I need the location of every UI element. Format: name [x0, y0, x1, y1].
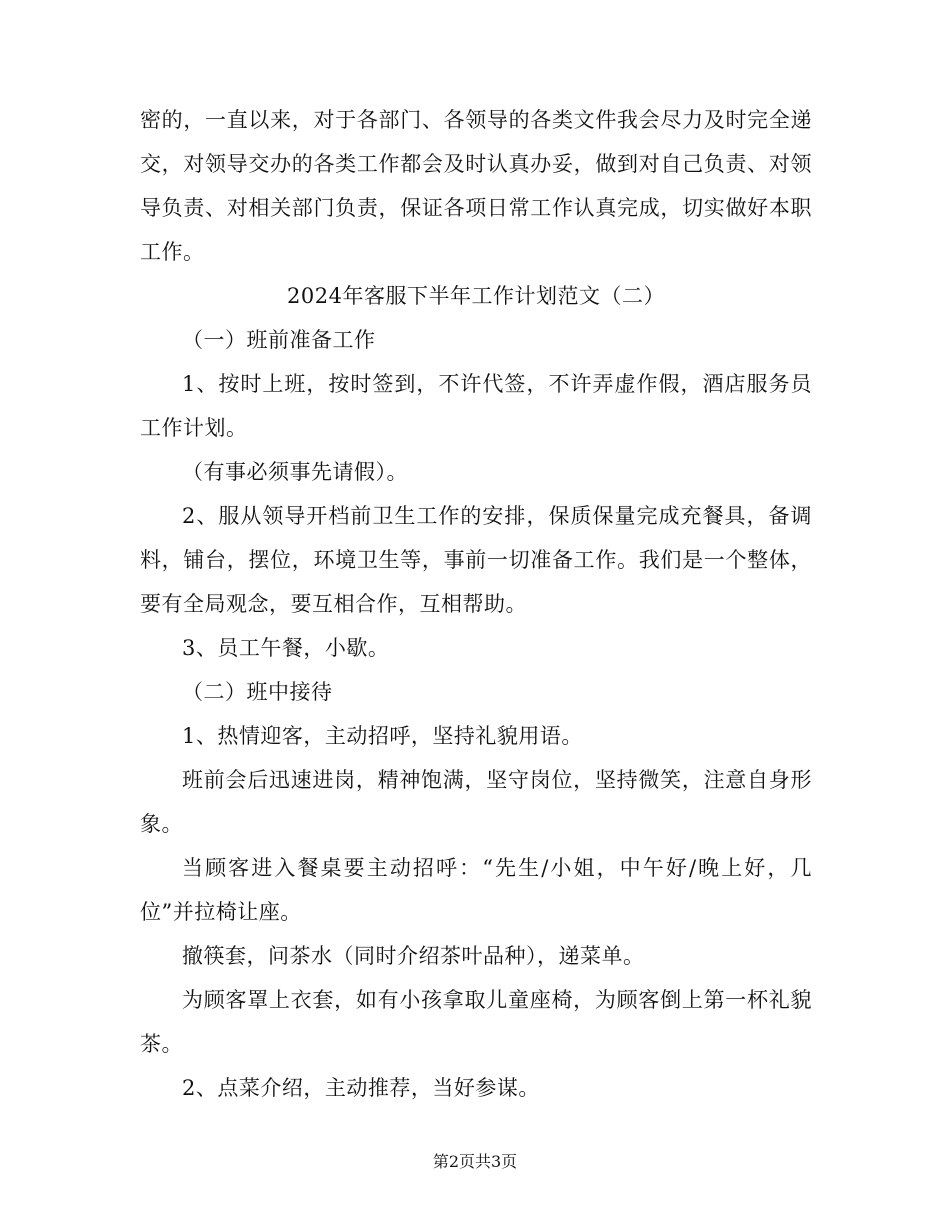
paragraph-ordering: 2、点菜介绍，主动推荐，当好参谋。	[182, 1076, 540, 1100]
paragraph-tea-menu: 撤筷套，问茶水（同时介绍茶叶品种），递菜单。	[182, 944, 645, 968]
section-heading-in-shift: （二）班中接待	[182, 680, 333, 704]
document-title: 2024年客服下半年工作计划范文（二）	[287, 284, 665, 308]
paragraph-continuation: 密的，一直以来，对于各部门、各领导的各类文件我会尽力及时完全递交，对领导交办的各类工作都会及时认真办妥，做到对自己负责、对领导负责、对相关部门负责，保证各项日常工作认真完成，切实做好本职工作。	[140, 108, 812, 264]
paragraph-seating: 当顾客进入餐桌要主动招呼：“先生/小姐，中午好/晚上好，几位”并拉椅让座。	[140, 856, 812, 924]
paragraph-item-1: 1、按时上班，按时签到，不许代签，不许弄虚作假，酒店服务员工作计划。	[140, 372, 812, 440]
paragraph-item-2: 2、服从领导开档前卫生工作的安排，保质保量完成充餐具，备调料，铺台，摆位，环境卫生等，事前一切准备工作。我们是一个整体，要有全局观念，要互相合作，互相帮助。	[140, 504, 812, 616]
section-heading-pre-shift: （一）班前准备工作	[182, 328, 376, 352]
document-body	[140, 98, 812, 1110]
paragraph-courtesy-tea: 为顾客罩上衣套，如有小孩拿取儿童座椅，为顾客倒上第一杯礼貌茶。	[140, 988, 812, 1056]
paragraph-post-meeting: 班前会后迅速进岗，精神饱满，坚守岗位，坚持微笑，注意自身形象。	[140, 768, 812, 836]
paragraph-item-3: 3、员工午餐，小歇。	[182, 636, 390, 660]
paragraph-leave-note: （有事必须事先请假）。	[182, 460, 408, 484]
page-number: 第2页共3页	[432, 1152, 518, 1171]
paragraph-greeting: 1、热情迎客，主动招呼，坚持礼貌用语。	[182, 724, 583, 748]
